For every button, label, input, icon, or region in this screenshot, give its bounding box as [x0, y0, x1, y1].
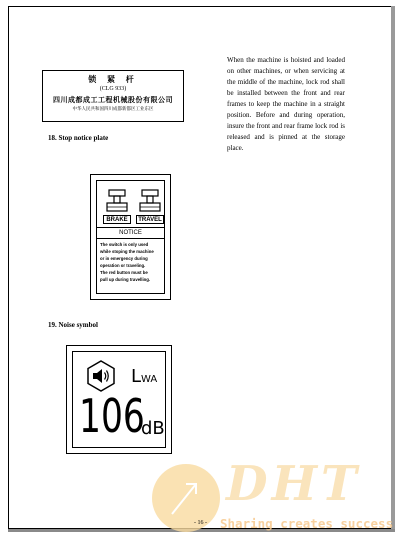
lock-plate-company: 四川成都成工工程机械股份有限公司	[53, 96, 173, 104]
speaker-hexagon-icon	[85, 360, 117, 392]
watermark-logo: DHT	[226, 456, 361, 512]
lwa-subscript: WA	[141, 374, 158, 385]
caption-stop-notice: 18. Stop notice plate	[48, 134, 109, 142]
noise-symbol-inner-frame	[72, 351, 166, 448]
lock-plate-code: (CLG 933)	[99, 86, 127, 92]
notice-line: operation or traveling.	[100, 263, 146, 268]
stop-notice-plate	[90, 174, 171, 300]
notice-text	[100, 241, 161, 283]
lock-plate-title: 锁 紧 杆	[88, 75, 138, 84]
travel-label: TRAVEL	[136, 215, 164, 224]
notice-line: The red button must be	[100, 270, 148, 275]
noise-unit: dB	[141, 418, 165, 439]
lwa-main: L	[131, 366, 142, 387]
watermark-slogan: Sharing creates success	[220, 516, 394, 531]
notice-line: or in emergency during	[100, 256, 148, 261]
lwa-label	[131, 366, 157, 387]
notice-line: while stoping the machine	[100, 249, 154, 254]
notice-title: NOTICE	[97, 227, 164, 239]
lock-rod-plate	[42, 70, 184, 122]
noise-symbol-plate	[66, 345, 172, 454]
notice-line: pull up during travelling.	[100, 277, 151, 282]
lock-plate-address: 中华人民共和国四川成都新都区工业东区	[72, 106, 154, 111]
travel-button-icon	[138, 189, 162, 213]
watermark-arrow-icon	[152, 464, 220, 532]
caption-noise-symbol: 19. Noise symbol	[48, 321, 98, 329]
body-paragraph: When the machine is hoisted and loaded on other machines, or when servicing at the middle of the machine, lock rod shall be installed between the front and rear frames to keep the machine in a straight position. Before and during operation, insure the front and rear frame lock rod is released and is pinned at the storage place.	[227, 56, 345, 152]
page-number: - 16 -	[194, 520, 207, 526]
stop-notice-inner-frame	[96, 180, 165, 294]
notice-line: The switch is only used	[100, 242, 149, 247]
brake-button-icon	[105, 189, 129, 213]
brake-label: BRAKE	[103, 215, 131, 224]
page-edge	[391, 6, 395, 529]
noise-value: 106	[79, 389, 145, 443]
